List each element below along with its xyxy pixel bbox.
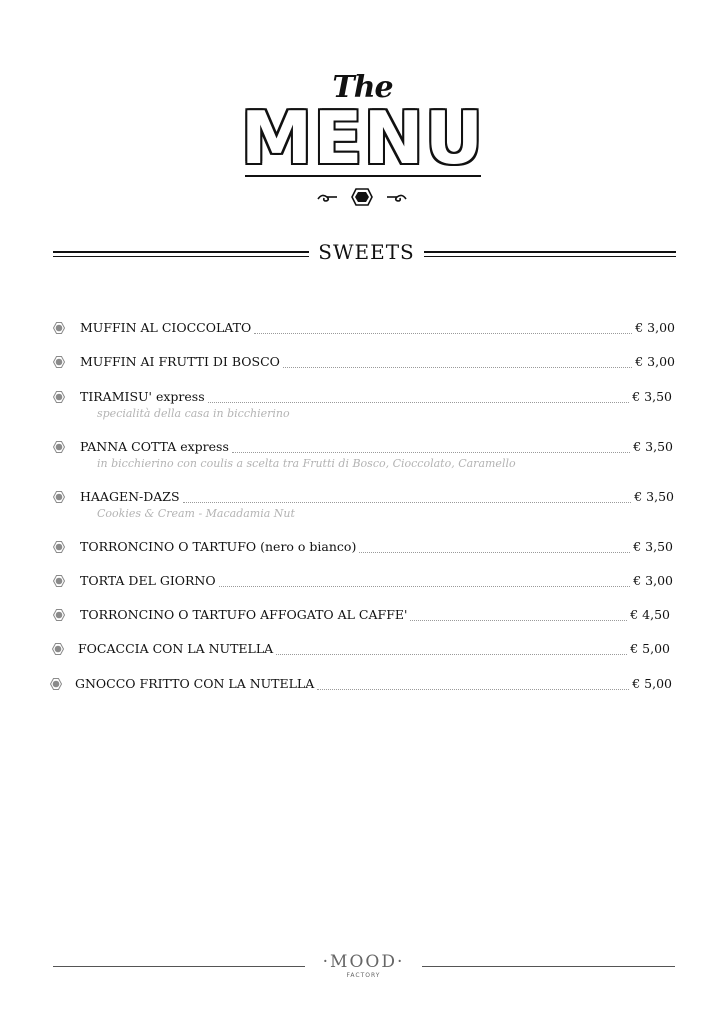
section-title: SWEETS (318, 240, 415, 264)
dotted-leader (208, 401, 630, 403)
bullet-icon (53, 575, 65, 587)
menu-item (0, 320, 725, 340)
dotted-leader (219, 585, 631, 587)
footer-logo (305, 952, 422, 980)
dotted-leader (183, 501, 632, 503)
menu-item (0, 489, 725, 520)
item-price: € 5,00 (632, 676, 672, 691)
menu-item (0, 539, 725, 559)
item-price: € 3,00 (635, 354, 675, 369)
bullet-icon (53, 441, 65, 453)
item-price: € 3,50 (632, 389, 672, 404)
menu-item (0, 439, 725, 470)
section-rule-right (424, 251, 676, 257)
footer-subtitle: FACTORY (346, 972, 381, 979)
menu-item (0, 676, 725, 696)
footer-rule-left (53, 966, 305, 967)
menu-item (0, 641, 725, 661)
item-price: € 3,50 (633, 439, 673, 454)
bullet-icon (53, 356, 65, 368)
item-name: PANNA COTTA express (80, 439, 229, 454)
footer-brand: ·MOOD· (322, 952, 405, 972)
dotted-leader (359, 551, 630, 553)
menu-item (0, 573, 725, 593)
item-price: € 3,00 (633, 573, 673, 588)
menu-item (0, 354, 725, 374)
dotted-leader (276, 653, 627, 655)
item-name: TORRONCINO O TARTUFO (nero o bianco) (80, 539, 357, 554)
bullet-icon (50, 678, 62, 690)
bullet-icon (53, 541, 65, 553)
item-name: GNOCCO FRITTO CON LA NUTELLA (75, 676, 315, 691)
item-price: € 3,50 (634, 489, 674, 504)
item-price: € 3,50 (633, 539, 673, 554)
item-description: in bicchierino con coulis a scelta tra Frutti di Bosco, Cioccolato, Caramello (97, 457, 516, 470)
footer-rule-right (422, 966, 675, 967)
bullet-icon (53, 609, 65, 621)
section-header (0, 240, 725, 270)
item-name: MUFFIN AL CIOCCOLATO (80, 320, 252, 335)
menu-item (0, 389, 725, 420)
item-name: TORRONCINO O TARTUFO AFFOGATO AL CAFFE' (80, 607, 408, 622)
ornament-icon (312, 185, 412, 209)
dotted-leader (317, 688, 629, 690)
item-description: specialità della casa in bicchierino (97, 407, 290, 420)
section-rule-left (53, 251, 309, 257)
item-price: € 3,00 (635, 320, 675, 335)
bullet-icon (53, 322, 65, 334)
item-name: TORTA DEL GIORNO (80, 573, 216, 588)
menu-item (0, 607, 725, 627)
item-name: MUFFIN AI FRUTTI DI BOSCO (80, 354, 280, 369)
item-name: FOCACCIA CON LA NUTELLA (78, 641, 274, 656)
item-description: Cookies & Cream - Macadamia Nut (97, 507, 295, 520)
dotted-leader (254, 332, 632, 334)
item-price: € 5,00 (630, 641, 670, 656)
logo-underline (245, 175, 481, 177)
bullet-icon (53, 491, 65, 503)
dotted-leader (410, 619, 627, 621)
logo-menu-text: MENU (240, 96, 485, 180)
bullet-icon (52, 643, 64, 655)
bullet-icon (53, 391, 65, 403)
logo-the-text: The (332, 70, 393, 105)
item-name: HAAGEN-DAZS (80, 489, 180, 504)
item-name: TIRAMISU' express (80, 389, 205, 404)
dotted-leader (232, 451, 630, 453)
item-price: € 4,50 (630, 607, 670, 622)
dotted-leader (283, 366, 632, 368)
